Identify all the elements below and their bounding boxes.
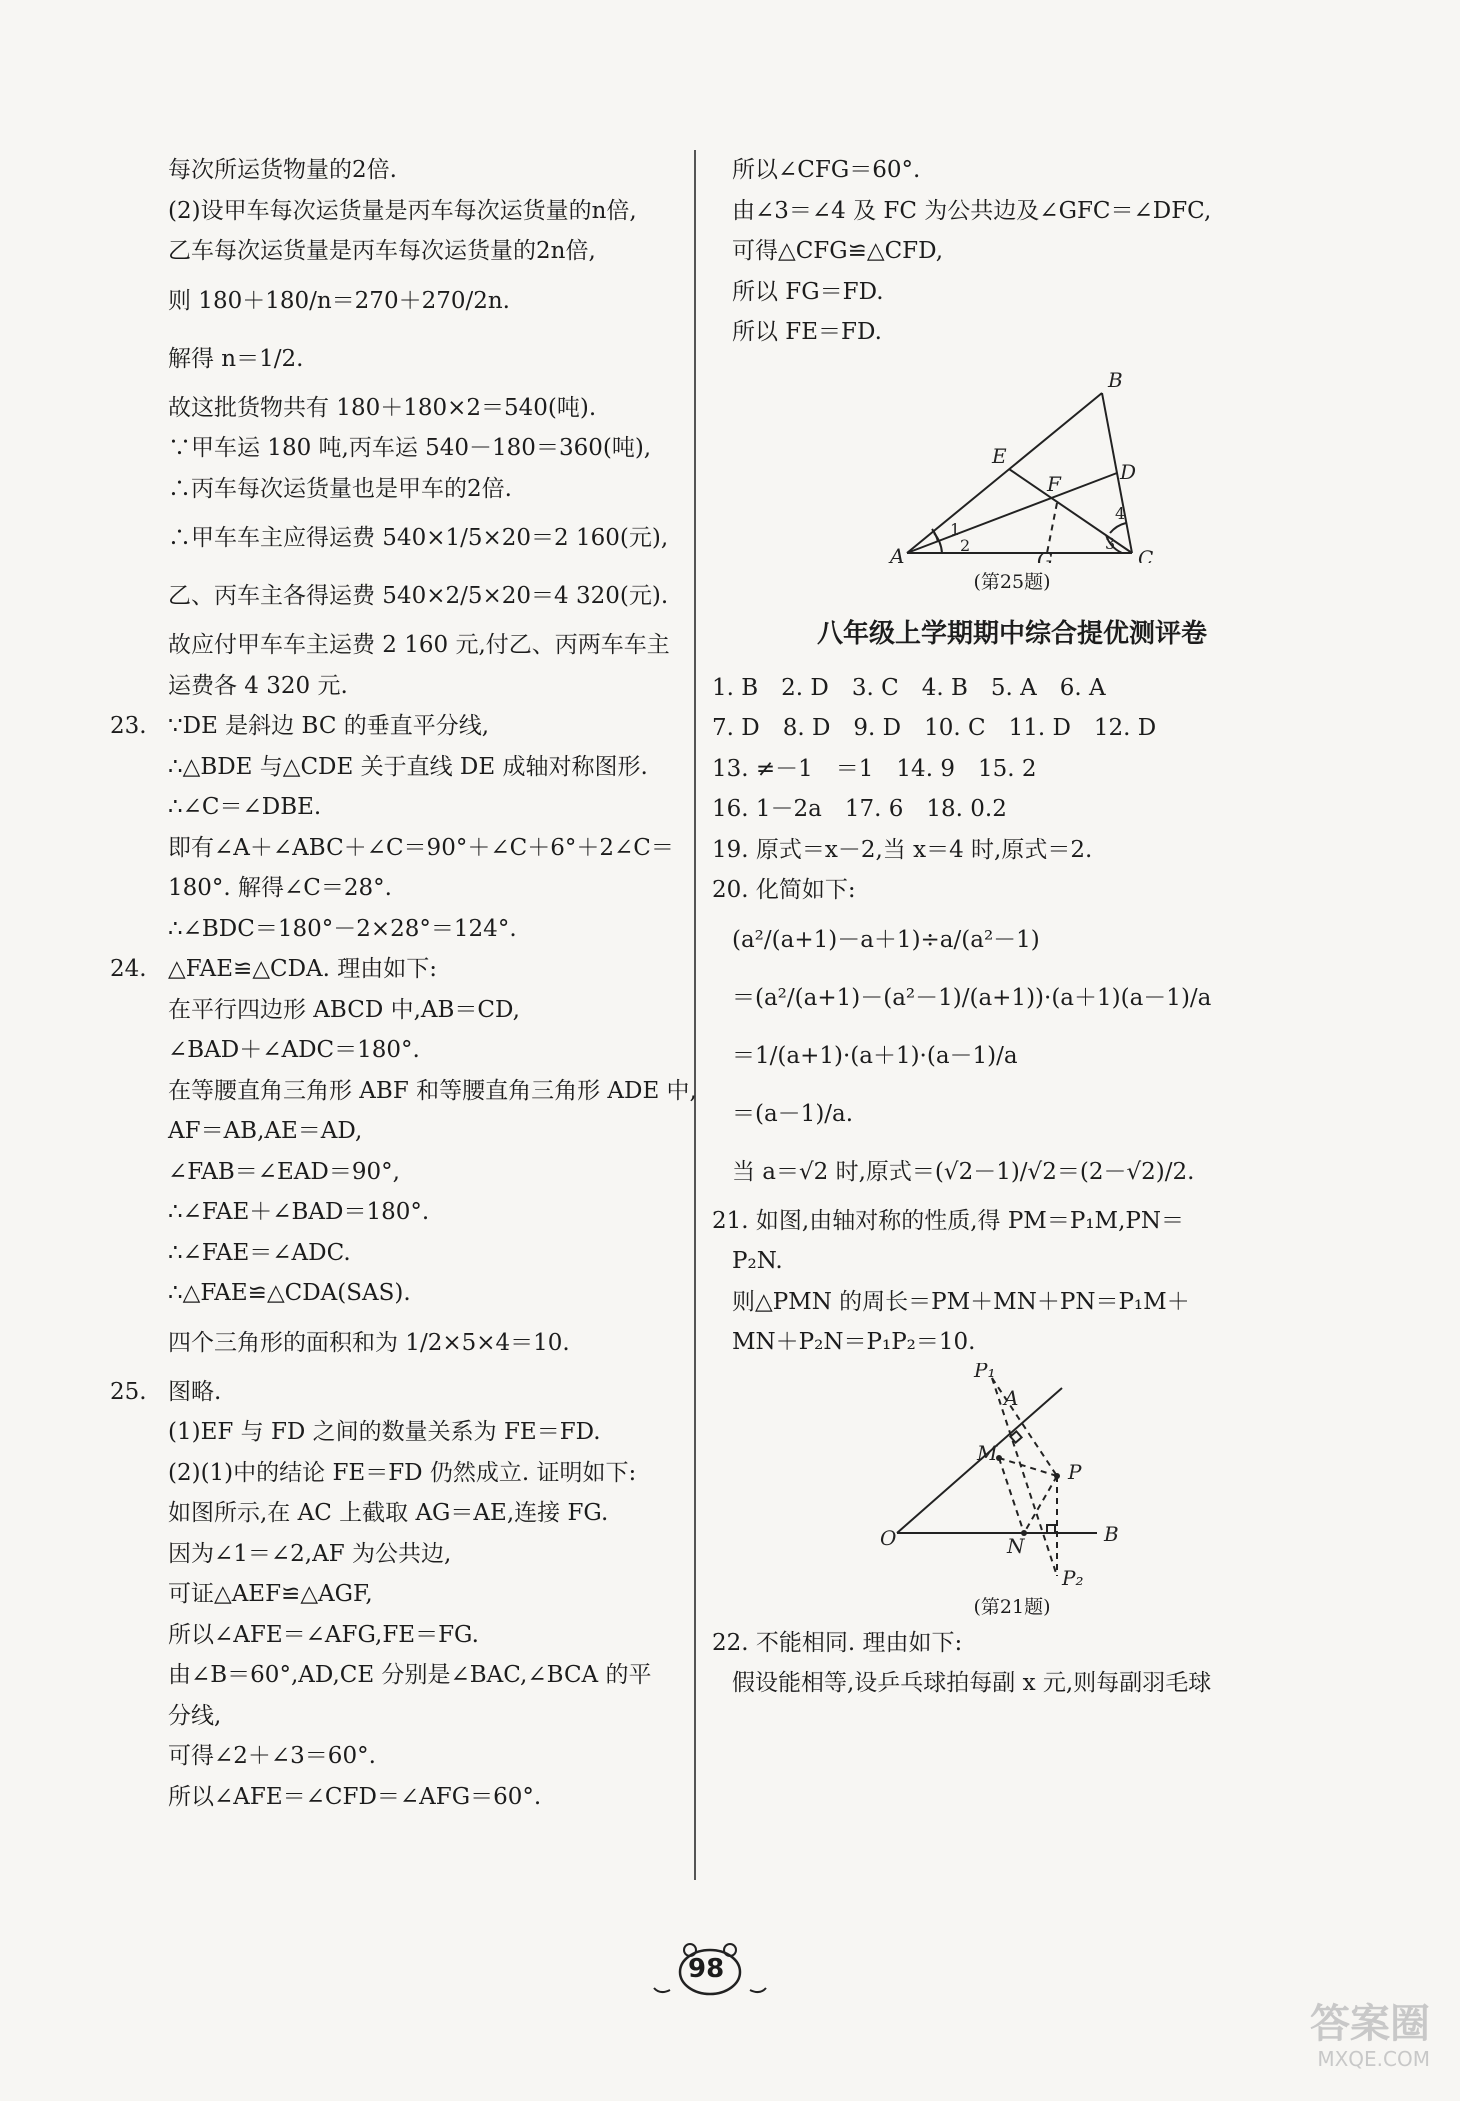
text-line	[712, 789, 1312, 830]
line-text: 因为∠1＝∠2,AF 为公共边,	[168, 1540, 452, 1567]
line-text: 分线,	[168, 1702, 222, 1729]
line-text: 可得△CFG≌△CFD,	[732, 238, 944, 264]
label-G: G	[1037, 547, 1053, 563]
figure-21	[712, 1363, 1312, 1623]
line-text: (1)EF 与 FD 之间的数量关系为 FE＝FD.	[168, 1419, 601, 1445]
text-line	[110, 949, 693, 990]
label-D: D	[1120, 459, 1137, 484]
line-text: 即有∠A＋∠ABC＋∠C＝90°＋∠C＋6°＋2∠C＝	[168, 834, 674, 861]
text-line	[712, 312, 1312, 353]
line-text: 解得 n＝1/2.	[168, 345, 304, 372]
problem-number: 23.	[110, 713, 147, 739]
line-text: 180°. 解得∠C＝28°.	[168, 875, 392, 901]
text-line	[712, 272, 1312, 313]
right-bottom-text	[712, 1623, 1312, 1704]
text-line	[712, 1322, 1312, 1363]
line-text: ∴∠FAE＝∠ADC.	[168, 1239, 351, 1266]
line-P1P	[992, 1378, 1057, 1476]
text-line	[148, 1655, 693, 1696]
line-text: ＝(a－1)/a.	[732, 1100, 854, 1127]
line-text: 21. 如图,由轴对称的性质,得 PM＝P₁M,PN＝	[712, 1207, 1185, 1234]
line-text: ∵DE 是斜边 BC 的垂直平分线,	[168, 713, 490, 739]
text-line	[148, 231, 693, 272]
text-line	[712, 870, 1312, 911]
line-text: 故这批货物共有 180＋180×2＝540(吨).	[168, 394, 597, 421]
text-line	[148, 787, 693, 828]
line-text: 图略.	[168, 1378, 222, 1405]
text-line	[148, 1233, 693, 1274]
text-line	[148, 1736, 693, 1777]
text-line	[148, 1412, 693, 1453]
text-line	[148, 1493, 693, 1534]
text-line	[148, 1453, 693, 1494]
figure-25	[712, 353, 1312, 598]
text-line	[712, 911, 1312, 969]
line-text: 所以 FG＝FD.	[732, 278, 884, 305]
text-line	[712, 1623, 1312, 1664]
text-line	[712, 150, 1312, 191]
figure-25-diagram	[712, 353, 1312, 563]
text-line	[712, 1027, 1312, 1085]
line-text: (a²/(a+1)－a＋1)÷a/(a²－1)	[732, 926, 1040, 953]
text-line	[148, 747, 693, 788]
left-column	[110, 150, 697, 1817]
text-line	[148, 509, 693, 567]
line-text: ∠FAB＝∠EAD＝90°,	[168, 1158, 400, 1185]
label-A: A	[1004, 1385, 1019, 1410]
line-text: MN＋P₂N＝P₁P₂＝10.	[732, 1329, 976, 1355]
line-text: △FAE≌△CDA. 理由如下:	[168, 956, 438, 982]
line-text: ∴△BDE 与△CDE 关于直线 DE 成轴对称图形.	[168, 753, 648, 780]
text-line	[148, 625, 693, 666]
right-angle-mark-N	[1047, 1525, 1055, 1533]
label-O: O	[880, 1525, 897, 1550]
text-line	[148, 1696, 693, 1737]
line-text: 由∠3＝∠4 及 FC 为公共边及∠GFC＝∠DFC,	[732, 197, 1212, 224]
text-line	[712, 708, 1312, 749]
line-text: 每次所运货物量的2倍.	[168, 157, 397, 183]
text-line	[148, 1574, 693, 1615]
text-line	[148, 868, 693, 909]
text-line	[712, 1143, 1312, 1201]
line-text: P₂N.	[732, 1248, 783, 1274]
line-text: 如图所示,在 AC 上截取 AG＝AE,连接 FG.	[168, 1500, 609, 1526]
line-text: 1. B 2. D 3. C 4. B 5. A 6. A	[712, 674, 1106, 701]
watermark	[1220, 2001, 1430, 2081]
line-text: 四个三角形的面积和为 1/2×5×4＝10.	[168, 1329, 570, 1356]
angle-label-3: 3	[1105, 533, 1116, 553]
label-P2: P₂	[1062, 1565, 1084, 1588]
section-title: 八年级上学期期中综合提优测评卷	[816, 618, 1207, 649]
text-line	[148, 330, 693, 388]
label-A: A	[890, 543, 905, 563]
line-text: (2)(1)中的结论 FE＝FD 仍然成立. 证明如下:	[168, 1459, 637, 1486]
text-line	[148, 1152, 693, 1193]
line-text: 乙车每次运货量是丙车每次运货量的2n倍,	[168, 238, 596, 264]
line-text: 当 a＝√2 时,原式＝(√2－1)/√2＝(2－√2)/2.	[732, 1158, 1195, 1185]
angle-label-1: 1	[950, 519, 961, 539]
right-top-text	[712, 150, 1312, 353]
line-text: ∴甲车车主应得运费 540×1/5×20＝2 160(元),	[168, 525, 669, 551]
column-divider	[694, 150, 696, 1880]
line-text: ∠BAD＋∠ADC＝180°.	[168, 1037, 420, 1063]
line-text: 7. D 8. D 9. D 10. C 11. D 12. D	[712, 715, 1157, 741]
line-text: 可得∠2＋∠3＝60°.	[168, 1743, 376, 1769]
label-E: E	[992, 443, 1007, 468]
line-text: 20. 化简如下:	[712, 877, 856, 903]
text-line	[148, 428, 693, 469]
text-line	[148, 150, 693, 191]
text-line	[712, 830, 1312, 871]
text-line	[148, 1777, 693, 1818]
line-text: 在平行四边形 ABCD 中,AB＝CD,	[168, 996, 520, 1023]
label-M: M	[977, 1440, 998, 1465]
line-text: ＝(a²/(a+1)－(a²－1)/(a+1))·(a＋1)(a－1)/a	[732, 984, 1212, 1011]
text-line	[148, 388, 693, 429]
problem-number: 25.	[110, 1378, 147, 1405]
text-line	[712, 668, 1312, 709]
line-text: 16. 1－2a 17. 6 18. 0.2	[712, 796, 1007, 822]
line-text: ∴丙车每次运货量也是甲车的2倍.	[168, 475, 512, 502]
text-line	[110, 706, 693, 747]
line-P1P2	[992, 1378, 1057, 1576]
text-line	[712, 1282, 1312, 1323]
text-line	[148, 1273, 693, 1314]
angle-mark-C2	[1110, 523, 1126, 533]
label-N: N	[1007, 1533, 1025, 1558]
line-text: 运费各 4 320 元.	[168, 672, 348, 699]
text-line	[148, 567, 693, 625]
page-number-badge	[650, 1940, 770, 2000]
line-AB	[907, 393, 1102, 553]
line-MN	[999, 1458, 1024, 1533]
line-text: ＝1/(a+1)·(a＋1)·(a－1)/a	[732, 1042, 1018, 1069]
line-text: AF＝AB,AE＝AD,	[168, 1118, 363, 1144]
text-line	[148, 1030, 693, 1071]
line-text: 在等腰直角三角形 ABF 和等腰直角三角形 ADE 中,	[168, 1077, 697, 1104]
angle-label-4: 4	[1115, 503, 1126, 523]
text-line	[148, 469, 693, 510]
text-line	[712, 1663, 1312, 1704]
line-text: 所以∠AFE＝∠CFD＝∠AFG＝60°.	[168, 1783, 542, 1810]
label-B: B	[1104, 1521, 1119, 1546]
text-line	[148, 1111, 693, 1152]
line-text: 所以∠AFE＝∠AFG,FE＝FG.	[168, 1621, 479, 1648]
line-text: ∵甲车运 180 吨,丙车运 540－180＝360(吨),	[168, 435, 652, 461]
line-text: 由∠B＝60°,AD,CE 分别是∠BAC,∠BCA 的平	[168, 1662, 652, 1688]
text-line	[148, 828, 693, 869]
right-column	[712, 150, 1312, 1704]
text-line	[148, 1314, 693, 1372]
text-line	[712, 231, 1312, 272]
label-P: P	[1068, 1459, 1082, 1484]
problem-number: 24.	[110, 956, 147, 982]
text-line	[712, 969, 1312, 1027]
line-text: 可证△AEF≌△AGF,	[168, 1581, 373, 1607]
line-text: 乙、丙车主各得运费 540×2/5×20＝4 320(元).	[168, 583, 669, 609]
figure-25-caption: (第25题)	[973, 570, 1051, 593]
text-line	[148, 1192, 693, 1233]
text-line	[712, 191, 1312, 232]
line-text: 19. 原式＝x－2,当 x＝4 时,原式＝2.	[712, 836, 1093, 863]
line-text: 则 180＋180/n＝270＋270/2n.	[168, 287, 510, 314]
line-FG	[1047, 503, 1057, 553]
line-text: 所以∠CFG＝60°.	[732, 157, 921, 183]
page-number: 98	[688, 1954, 725, 1984]
line-text: (2)设甲车每次运货量是丙车每次运货量的n倍,	[168, 197, 637, 224]
right-middle-text	[712, 668, 1312, 1363]
text-line	[148, 1615, 693, 1656]
text-line	[148, 990, 693, 1031]
text-line	[148, 1071, 697, 1112]
line-text: ∴∠FAE＋∠BAD＝180°.	[168, 1199, 430, 1225]
text-line	[148, 1534, 693, 1575]
line-text: 13. ≠－1 ＝1 14. 9 15. 2	[712, 755, 1037, 782]
text-line	[110, 1372, 693, 1413]
text-line	[712, 1201, 1312, 1242]
label-P1: P₁	[974, 1362, 996, 1382]
line-text: 22. 不能相同. 理由如下:	[712, 1629, 963, 1656]
text-line	[712, 1241, 1312, 1282]
text-line	[712, 749, 1312, 790]
line-text: 则△PMN 的周长＝PM＋MN＋PN＝P₁M＋	[732, 1288, 1190, 1315]
figure-21-caption: (第21题)	[973, 1595, 1051, 1618]
line-text: 所以 FE＝FD.	[732, 319, 882, 345]
point-P	[1054, 1473, 1060, 1479]
text-line	[148, 191, 693, 232]
line-text: ∴∠BDC＝180°－2×28°＝124°.	[168, 915, 517, 942]
label-B: B	[1108, 367, 1123, 392]
watermark-logo-text: 答案圈	[1310, 2001, 1430, 2047]
figure-21-diagram	[712, 1363, 1312, 1588]
text-line	[148, 909, 693, 950]
angle-label-2: 2	[960, 535, 971, 555]
label-F: F	[1047, 471, 1061, 496]
label-C: C	[1138, 545, 1154, 563]
line-text: 故应付甲车车主运费 2 160 元,付乙、丙两车车主	[168, 632, 670, 658]
watermark-url: MXQE.COM	[1317, 2047, 1430, 2071]
line-text: 假设能相等,设乒乓球拍每副 x 元,则每副羽毛球	[732, 1670, 1212, 1696]
text-line	[712, 1085, 1312, 1143]
text-line	[148, 666, 693, 707]
line-PM	[999, 1458, 1057, 1476]
line-text: ∴△FAE≌△CDA(SAS).	[168, 1280, 411, 1306]
line-text: ∴∠C＝∠DBE.	[168, 794, 322, 820]
text-line	[148, 272, 693, 330]
